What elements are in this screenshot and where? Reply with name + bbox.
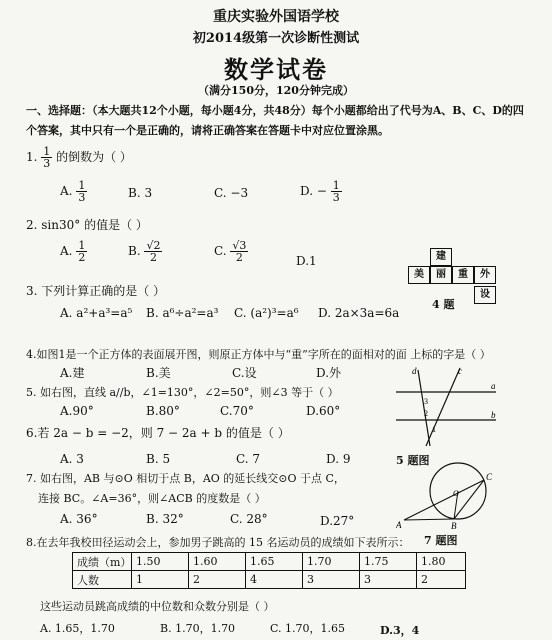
line-ac: [404, 480, 484, 520]
q7-caption: 7 题图: [424, 534, 458, 547]
subject-title: 数学试卷: [224, 55, 328, 84]
exam-name: 初2014级第一次诊断性测试: [192, 31, 360, 46]
q5-option-d: D.60°: [306, 404, 341, 418]
angle-1: 1: [432, 425, 436, 434]
label-b: b: [491, 410, 496, 420]
question-6: 6.若 2a − b = −2，则 7 − 2a + b 的值是（ ）: [26, 426, 290, 440]
table-cell: 1.60: [189, 553, 246, 571]
q8-option-a: A. 1.65，1.70: [40, 622, 115, 635]
table-cell: 1.65: [246, 553, 303, 571]
question-3: 3. 下列计算正确的是（ ）: [26, 284, 166, 298]
q6-option-d: D. 9: [326, 452, 351, 466]
question-7-line2: 连接 BC。∠A=36°，则∠ACB 的度数是（ ）: [38, 492, 266, 505]
q6-option-c: C. 7: [236, 452, 261, 466]
exam-note: （满分150分，120分钟完成）: [198, 84, 354, 97]
label-O: O: [453, 489, 459, 498]
label-C: C: [486, 472, 493, 482]
section-heading-line1: 一、选择题：（本大题共12个小题，每小题4分，共48分）每个小题都给出了代号为A、B、C、D的四: [26, 104, 524, 117]
q3-option-b: B. a⁶÷a²=a³: [146, 306, 219, 320]
q2-option-d: D.1: [296, 254, 317, 268]
question-4: 4.如图1是一个正方体的表面展开图，则原正方体中与“重”字所在的面相对的面 上标的字是（ ）: [26, 348, 491, 361]
q8-option-b: B. 1.70，1.70: [160, 622, 236, 635]
q1-stem: 的倒数为（ ）: [56, 150, 132, 164]
table-cell: 1: [132, 571, 189, 589]
question-7: 7. 如右图，AB 与⊙O 相切于点 B，AO 的延长线交⊙O 于点 C，: [26, 472, 345, 485]
q5-option-b: B.80°: [146, 404, 180, 418]
q5-figure: [396, 364, 500, 450]
q1-option-b: B. 3: [128, 186, 153, 200]
q2-option-b: B. $\frac{√2}{2}$: [128, 239, 161, 264]
label-d: d: [412, 366, 417, 376]
q6-option-a: A. 3: [60, 452, 84, 466]
label-A: A: [396, 520, 402, 530]
line-bc: [454, 480, 484, 519]
table-header-cell: 成绩（m）: [73, 553, 132, 571]
table-cell: 3: [360, 571, 417, 589]
label-B: B: [451, 521, 457, 530]
question-1: [26, 146, 132, 169]
q8-option-d: D.3，4: [380, 624, 420, 637]
angle-3: 3: [424, 397, 428, 406]
q8-option-c: C. 1.70，1.65: [270, 622, 346, 635]
table-cell: 2: [417, 571, 466, 589]
q6-option-b: B. 5: [146, 452, 171, 466]
table-cell: 3: [303, 571, 360, 589]
q8-question: 这些运动员跳高成绩的中位数和众数分别是（ ）: [40, 600, 275, 613]
scores-table: [72, 552, 466, 589]
net-cell-2: 美: [408, 266, 430, 284]
table-cell: 1.70: [303, 553, 360, 571]
school-name: 重庆实验外国语学校: [213, 9, 339, 25]
net-cell-6: 设: [474, 286, 496, 304]
question-5: 5. 如右图，直线 a//b，∠1=130°，∠2=50°，则∠3 等于（ ）: [26, 386, 339, 399]
net-cell-4: 重: [452, 266, 474, 284]
q7-option-b: B. 32°: [146, 512, 184, 526]
net-cell-5: 外: [474, 266, 496, 284]
label-c: c: [458, 366, 462, 376]
question-2: 2. sin30° 的值是（ ）: [26, 218, 148, 232]
line-c: [426, 368, 460, 446]
section-heading: [26, 102, 546, 118]
table-row: [73, 571, 466, 589]
q4-option-a: A.建: [60, 366, 85, 380]
table-cell: 1.50: [132, 553, 189, 571]
q7-figure: [396, 458, 500, 530]
net-caption: 4 题: [432, 298, 455, 311]
q2-option-a: A. $\frac{1}{2}$: [60, 239, 86, 264]
table-row: [73, 553, 466, 571]
table-cell: 1.75: [360, 553, 417, 571]
q1-option-d: D. − $\frac{1}{3}$: [300, 179, 340, 204]
q5-caption: 5 题图: [396, 454, 430, 467]
line-d: [418, 370, 430, 446]
q3-option-c: C. (a²)³=a⁶: [234, 306, 299, 320]
q7-option-d: D.27°: [320, 514, 355, 528]
q1-option-a: A. $\frac{1}{3}$: [60, 179, 86, 204]
q7-option-a: A. 36°: [60, 512, 98, 526]
q2-option-c: C. $\frac{√3}{2}$: [214, 239, 247, 264]
angle-2: 2: [424, 409, 428, 418]
q7-option-c: C. 28°: [230, 512, 268, 526]
q5-option-c: C.70°: [220, 404, 254, 418]
table-cell: 2: [189, 571, 246, 589]
net-cell-3: 丽: [430, 266, 452, 284]
table-cell: 1.80: [417, 553, 466, 571]
label-a: a: [491, 381, 496, 391]
q4-option-c: C.设: [232, 366, 257, 380]
line-ab: [404, 519, 454, 520]
q1-option-c: C. −3: [214, 186, 249, 200]
table-header-cell: 人数: [73, 571, 132, 589]
q3-option-a: A. a²+a³=a⁵: [60, 306, 133, 320]
q1-fraction: $\frac{1}{3}$: [43, 145, 51, 170]
q4-option-b: B.美: [146, 366, 171, 380]
q5-option-a: A.90°: [60, 404, 94, 418]
section-heading-line2: 个答案，其中只有一个是正确的，请将正确答案在答题卡中对应位置涂黑。: [26, 124, 389, 137]
q3-option-d: D. 2a×3a=6a: [318, 306, 400, 320]
net-cell-1: 建: [430, 248, 452, 266]
q4-option-d: D.外: [316, 366, 342, 380]
table-cell: 4: [246, 571, 303, 589]
q1-number: 1.: [26, 150, 38, 164]
question-8: 8.在去年我校田径运动会上，参加男子跳高的 15 名运动员的成绩如下表所示：: [26, 536, 410, 549]
